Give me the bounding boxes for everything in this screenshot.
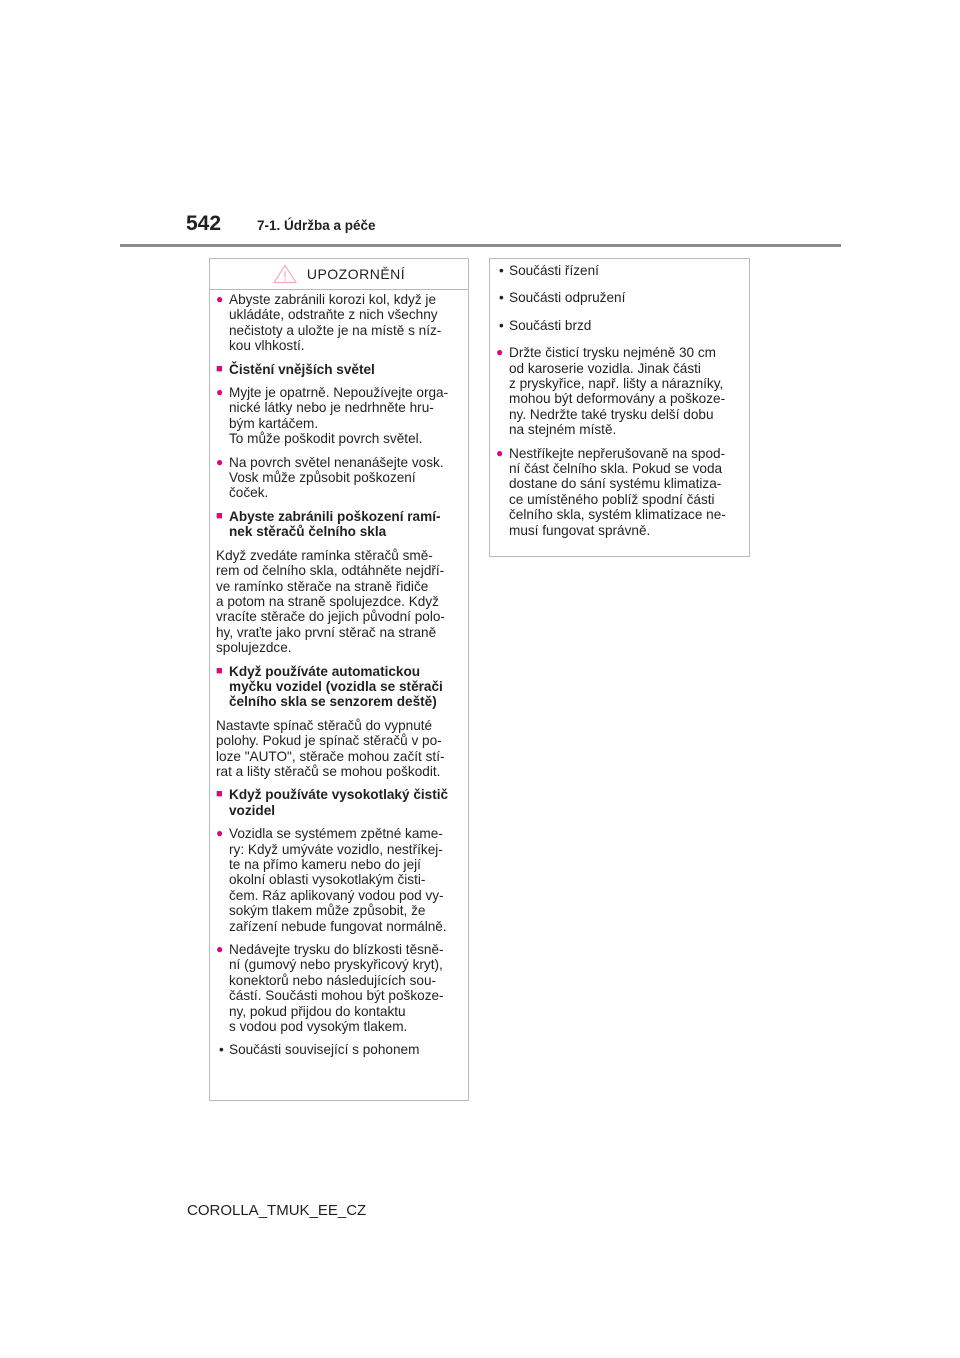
subheading: ■ Když používáte vysokotlaký čistič vozidel	[216, 787, 449, 818]
sub-list-item: • Součásti související s pohonem	[219, 1042, 420, 1058]
warning-box-left	[209, 258, 469, 1101]
bullet-point-icon: •	[499, 290, 504, 306]
list-item: ● Nedávejte trysku do blízkosti těsně- ní (gumový nebo pryskyřicový kryt), konektorů nebo následujících sou- částí. Součásti mohou být poškoze- ny, pokud přijdou do kontaktu s vodou pod vysokým tlakem.	[216, 942, 444, 1035]
warning-title: UPOZORNĚNÍ	[306, 266, 406, 282]
bullet-dot-icon: ●	[216, 454, 224, 469]
sub-list-item: • Součásti odpružení	[499, 290, 626, 306]
sub-list-item: • Součásti řízení	[499, 263, 599, 278]
warning-box-right	[489, 258, 750, 557]
paragraph: Když zvedáte ramínka stěračů smě- rem od čelního skla, odtáhněte nejdří- ve ramínko stěrače na straně řidiče a potom na straně spolujezdce. Když vracíte stěrače do jejich původní polo- hy, vraťte jako první stěrač na straně spolujezdce.	[216, 547, 445, 656]
subheading: ■ Když používáte automatickou myčku vozidel (vozidla se stěrači čelního skla se senzorem deště)	[216, 663, 443, 710]
square-marker-icon: ■	[216, 664, 223, 677]
sub-list-item: • Součásti brzd	[499, 317, 592, 333]
warning-body	[210, 290, 468, 1058]
header-divider	[120, 244, 841, 247]
bullet-dot-icon: ●	[216, 826, 224, 841]
square-marker-icon: ■	[216, 788, 223, 801]
bullet-dot-icon: ●	[216, 292, 224, 306]
bullet-point-icon: •	[499, 317, 504, 333]
bullet-dot-icon: ●	[216, 942, 224, 957]
page-number: 542	[186, 212, 222, 235]
list-item: ● Držte čisticí trysku nejméně 30 cm od karoserie vozidla. Jinak části z pryskyřice, např. lišty a nárazníky, mohou být deformovány a poškoze- ny. Nedržte také trysku delší dobu na stejném místě.	[496, 345, 726, 438]
subheading: ■ Čistění vnějších světel	[216, 361, 375, 377]
list-item: ● Abyste zabránili korozi kol, když je ukládáte, odstraňte z nich všechny nečistoty a uložte je na místě s níz- kou vlhkostí.	[216, 292, 442, 354]
square-marker-icon: ■	[216, 362, 223, 375]
warning-body-continued	[490, 259, 749, 538]
document-code-footer: COROLLA_TMUK_EE_CZ	[187, 1202, 367, 1219]
bullet-dot-icon: ●	[496, 345, 504, 360]
list-item: ● Na povrch světel nenanášejte vosk. Vosk může způsobit poškození čoček.	[216, 454, 444, 501]
section-title: 7-1. Údržba a péče	[257, 218, 376, 233]
list-item: ● Myjte je opatrně. Nepoužívejte orga- nické látky nebo je nedrhněte hru- bým kartáčem. To může poškodit povrch světel.	[216, 385, 449, 447]
list-item: ● Nestříkejte nepřerušovaně na spod- ní část čelního skla. Pokud se voda dostane do sání systému klimatiza- ce umístěného poblíž spodní části čelního skla, systém klimatizace ne- musí fungovat správně.	[496, 445, 726, 538]
warning-title-bar	[210, 259, 468, 290]
square-marker-icon: ■	[216, 509, 223, 522]
bullet-dot-icon: ●	[496, 445, 504, 460]
warning-triangle-icon	[273, 264, 297, 284]
bullet-point-icon: •	[219, 1042, 224, 1058]
list-item: ● Vozidla se systémem zpětné kame- ry: Když umýváte vozidlo, nestříkej- te na přímo kameru nebo do její okolní oblasti vysokotlakým čisti- čem. Ráz aplikovaný vodou pod vy- sokým tlakem může způsobit, že zařízení nebude fungovat normálně.	[216, 826, 447, 934]
bullet-dot-icon: ●	[216, 385, 224, 400]
subheading: ■ Abyste zabránili poškození ramí- nek stěračů čelního skla	[216, 508, 441, 540]
paragraph: Nastavte spínač stěračů do vypnuté polohy. Pokud je spínač stěračů v po- loze "AUTO", stěrače mohou začít stí- rat a lišty stěračů se mohou poškodit.	[216, 717, 445, 779]
bullet-point-icon: •	[499, 263, 504, 278]
